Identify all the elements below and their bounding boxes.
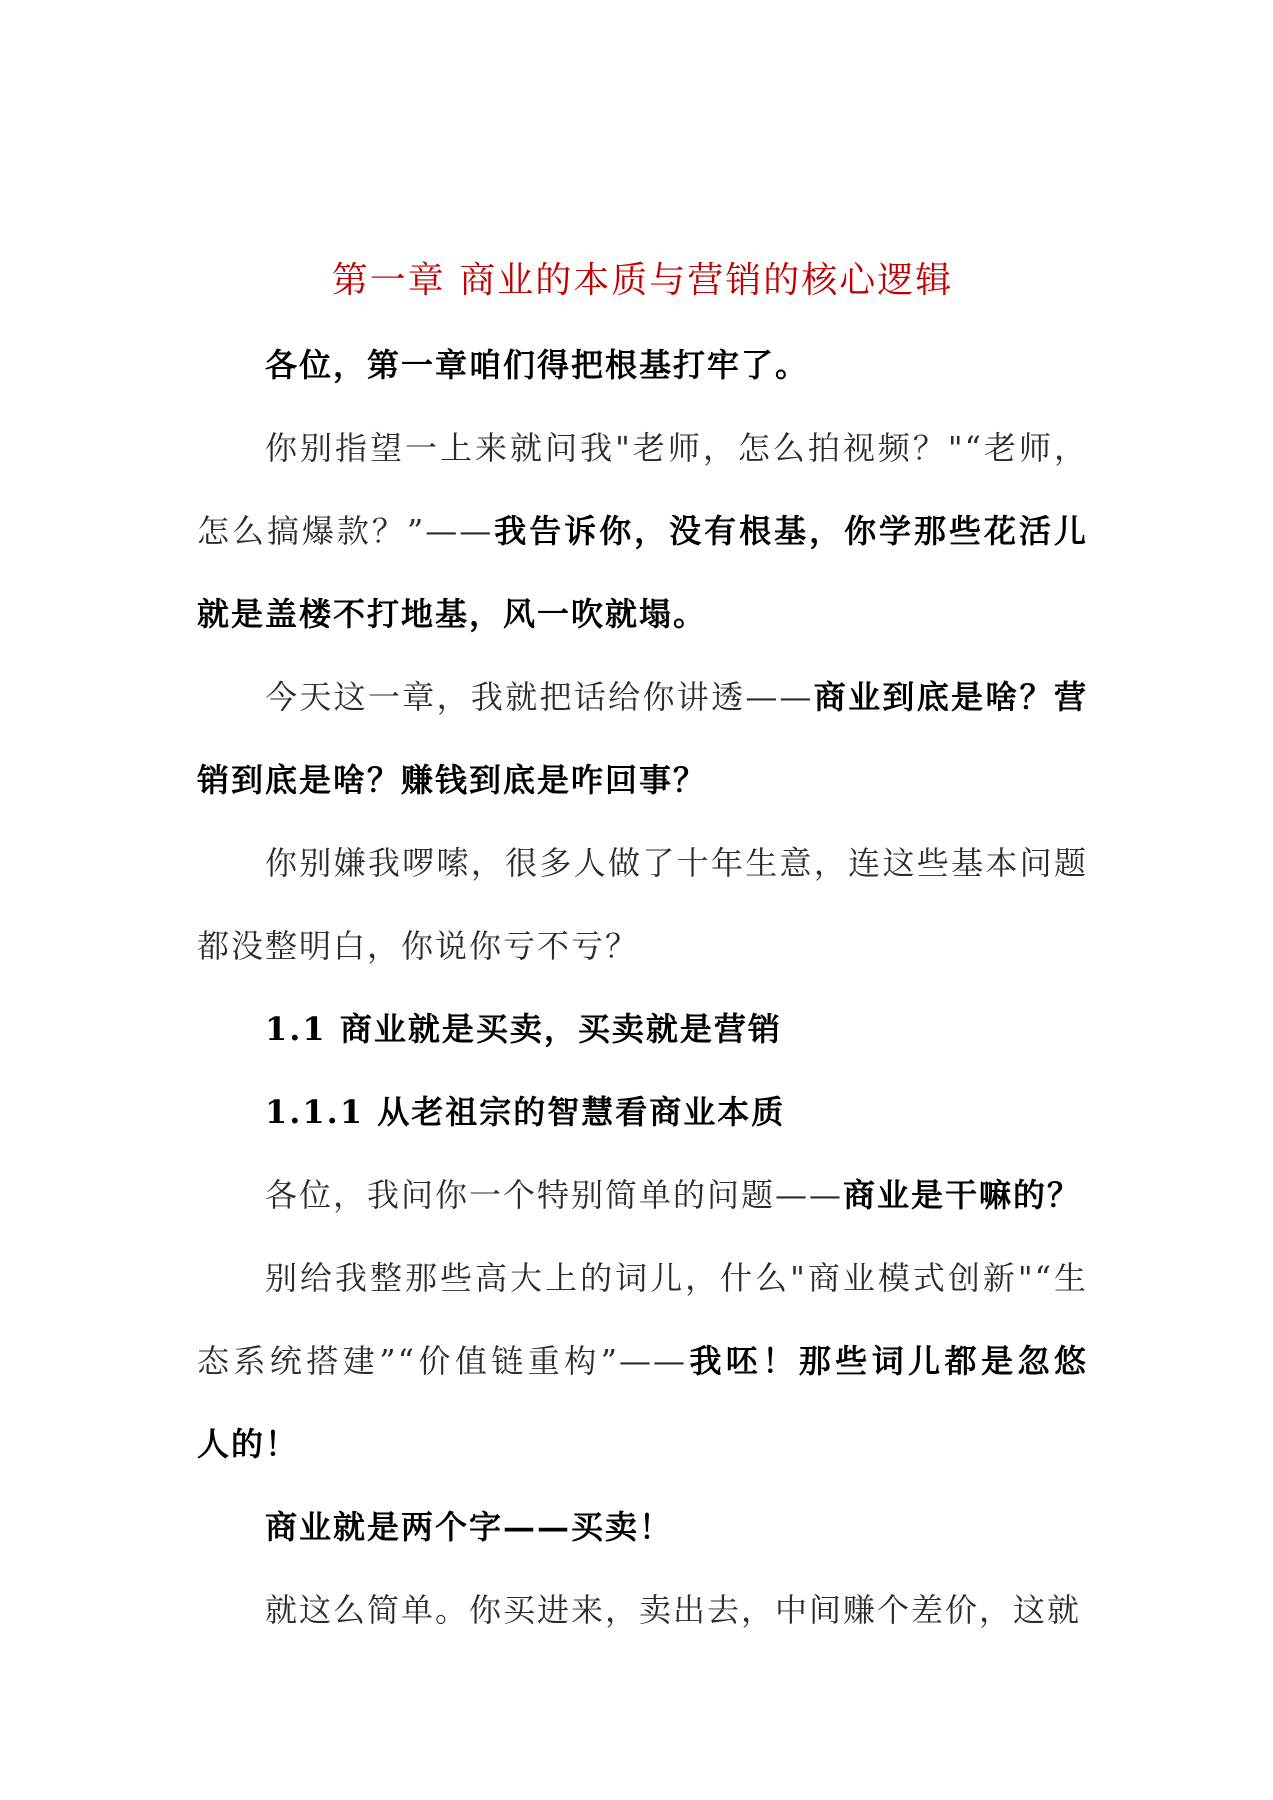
emphasized-text: 销到底是啥？赚钱到底是咋回事？ — [197, 761, 708, 799]
paragraph — [197, 822, 1088, 988]
emphasized-text: 商业就是两个字——买卖！ — [265, 1508, 674, 1546]
body-text: 怎么搞爆款？”—— — [197, 512, 494, 550]
paragraph — [197, 407, 1088, 656]
paragraph — [197, 324, 1088, 407]
paragraph-list — [197, 324, 1088, 1652]
document-body — [197, 237, 1088, 1652]
emphasized-text: 我告诉你，没有根基，你学那些花活儿 — [493, 512, 1088, 550]
emphasized-text: 1.1 商业就是买卖，买卖就是营销 — [265, 1010, 782, 1048]
body-text: 各位，我问你一个特别简单的问题—— — [265, 1176, 844, 1214]
chapter-title: 第一章 商业的本质与营销的核心逻辑 — [331, 260, 954, 301]
body-text: 都没整明白，你说你亏不亏？ — [197, 927, 640, 965]
body-text: 别给我整那些高大上的词儿，什么"商业模式创新"“生 — [265, 1259, 1088, 1297]
paragraph — [197, 656, 1088, 822]
body-text: 今天这一章，我就把话给你讲透—— — [265, 678, 814, 716]
emphasized-text: 人的！ — [197, 1425, 300, 1463]
text-line — [197, 1237, 1088, 1320]
section-heading — [197, 1071, 1088, 1154]
body-text: 就这么简单。你买进来，卖出去，中间赚个差价，这就 — [265, 1591, 1082, 1629]
text-line — [197, 656, 1088, 739]
body-text: 你别嫌我啰嗦，很多人做了十年生意，连这些基本问题 — [265, 844, 1088, 882]
paragraph — [197, 1486, 1088, 1569]
emphasized-text: 商业到底是啥？营 — [813, 678, 1088, 716]
text-line — [197, 1320, 1088, 1403]
text-line — [197, 1569, 1088, 1652]
text-line — [197, 988, 1088, 1071]
text-line — [197, 905, 1088, 988]
body-text: 态系统搭建”“价值链重构”—— — [197, 1342, 688, 1380]
text-line — [197, 490, 1088, 573]
text-line — [197, 1403, 1088, 1486]
text-line — [197, 324, 1088, 407]
text-line — [197, 573, 1088, 656]
body-text: 你别指望一上来就问我"老师，怎么拍视频？"“老师， — [265, 429, 1088, 467]
emphasized-text: 1.1.1 从老祖宗的智慧看商业本质 — [265, 1093, 786, 1131]
emphasized-text: 就是盖楼不打地基，风一吹就塌。 — [197, 595, 708, 633]
paragraph — [197, 1237, 1088, 1486]
emphasized-text: 各位，第一章咱们得把根基打牢了。 — [265, 346, 810, 384]
emphasized-text: 我呸！那些词儿都是忽悠 — [687, 1342, 1088, 1380]
text-line — [197, 1154, 1088, 1237]
text-line — [197, 739, 1088, 822]
text-line — [197, 1486, 1088, 1569]
paragraph — [197, 1154, 1088, 1237]
text-line — [197, 1071, 1088, 1154]
text-line — [197, 407, 1088, 490]
section-heading — [197, 988, 1088, 1071]
paragraph — [197, 1569, 1088, 1652]
text-line — [197, 822, 1088, 905]
emphasized-text: 商业是干嘛的？ — [843, 1176, 1082, 1214]
